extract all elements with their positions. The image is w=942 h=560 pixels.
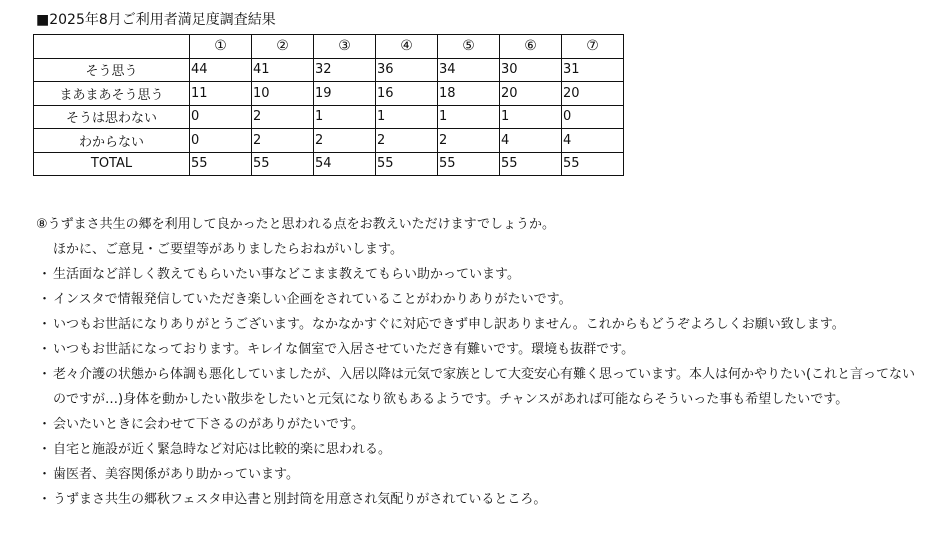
- table-cell: 1: [314, 105, 376, 129]
- table-row: [34, 82, 624, 106]
- comment-item: [36, 487, 926, 512]
- bullet-marker: ・: [38, 442, 52, 457]
- bullet-marker: ・: [38, 267, 52, 282]
- table-cell: 20: [500, 82, 562, 106]
- table-cell: 10: [252, 82, 314, 106]
- question-subtext: ほかに、ご意見・ご要望等がありましたらおねがいします。: [53, 242, 403, 257]
- column-header: ④: [376, 35, 438, 59]
- table-cell: 1: [438, 105, 500, 129]
- bullet-marker: ・: [38, 492, 52, 507]
- column-header: ①: [190, 35, 252, 59]
- table-cell: 44: [190, 58, 252, 82]
- survey-results-table: [33, 34, 624, 176]
- row-label: TOTAL: [34, 152, 190, 176]
- column-header: ⑥: [500, 35, 562, 59]
- table-cell: 1: [376, 105, 438, 129]
- comment-item: [36, 287, 926, 312]
- question-text: ⑧うずまさ共生の郷を利用して良かったと思われる点をお教えいただけますでしょうか。: [36, 217, 556, 232]
- column-header: ⑦: [562, 35, 624, 59]
- comment-text: 自宅と施設が近く緊急時など対応は比較的楽に思われる。: [53, 442, 392, 457]
- comment-text: 生活面など詳しく教えてもらいたい事などこまま教えてもらい助かっています。: [53, 267, 520, 282]
- bullet-marker: ・: [38, 317, 52, 332]
- table-cell: 20: [562, 82, 624, 106]
- table-cell: 55: [252, 152, 314, 176]
- comment-item: [36, 412, 926, 437]
- table-cell: 0: [190, 105, 252, 129]
- table-cell: 34: [438, 58, 500, 82]
- table-cell: 4: [500, 129, 562, 153]
- table-cell: 2: [252, 105, 314, 129]
- table-cell: 2: [314, 129, 376, 153]
- table-row: [34, 58, 624, 82]
- table-cell: 54: [314, 152, 376, 176]
- table-cell: 0: [562, 105, 624, 129]
- table-cell: 18: [438, 82, 500, 106]
- table-cell: 0: [190, 129, 252, 153]
- bullet-marker: ・: [38, 467, 52, 482]
- table-cell: 55: [438, 152, 500, 176]
- comment-text: いつもお世話になりありがとうございます。なかなかすぐに対応できず申し訳ありません。これからもどうぞよろしくお願い致します。: [53, 317, 845, 332]
- comment-text: 老々介護の状態から体調も悪化していましたが、入居以降は元気で家族として大変安心有難く思っています。本人は何かやりたい(これと言ってないのですが…)身体を動かしたい散歩をしたいと元気になり欲もあるようです。チャンスがあれば可能ならそういった事も希望したいです。: [53, 367, 916, 407]
- row-label: まあまあそう思う: [34, 82, 190, 106]
- comment-item: [36, 312, 926, 337]
- comment-item: [36, 337, 926, 362]
- comment-text: いつもお世話になっております。キレイな個室で入居させていただき有難いです。環境も抜群です。: [53, 342, 635, 357]
- bullet-marker: ・: [38, 342, 52, 357]
- comment-item: [36, 462, 926, 487]
- comment-text: うずまさ共生の郷秋フェスタ申込書と別封筒を用意され気配りがされているところ。: [53, 492, 547, 507]
- table-row: [34, 129, 624, 153]
- table-cell: 16: [376, 82, 438, 106]
- table-cell: 11: [190, 82, 252, 106]
- comments-section: [36, 212, 926, 512]
- column-header: ③: [314, 35, 376, 59]
- bullet-marker: ・: [38, 367, 52, 382]
- row-label: そう思う: [34, 58, 190, 82]
- table-cell: 2: [438, 129, 500, 153]
- row-label: わからない: [34, 129, 190, 153]
- comment-item: [36, 437, 926, 462]
- table-cell: 55: [562, 152, 624, 176]
- row-label: そうは思わない: [34, 105, 190, 129]
- table-total-row: [34, 152, 624, 176]
- table-header-row: [34, 35, 624, 59]
- table-cell: 2: [252, 129, 314, 153]
- table-cell: 36: [376, 58, 438, 82]
- column-header: ⑤: [438, 35, 500, 59]
- table-cell: 55: [376, 152, 438, 176]
- comment-item: [36, 262, 926, 287]
- table-cell: 31: [562, 58, 624, 82]
- table-cell: 19: [314, 82, 376, 106]
- table-cell: 55: [190, 152, 252, 176]
- bullet-marker: ・: [38, 417, 52, 432]
- column-header: ②: [252, 35, 314, 59]
- table-cell: 30: [500, 58, 562, 82]
- table-cell: 1: [500, 105, 562, 129]
- table-cell: 55: [500, 152, 562, 176]
- table-cell: 32: [314, 58, 376, 82]
- table-row: [34, 105, 624, 129]
- bullet-marker: ・: [38, 292, 52, 307]
- report-title: ■2025年8月ご利用者満足度調査結果: [36, 12, 276, 28]
- table-cell: 2: [376, 129, 438, 153]
- comment-text: 会いたいときに会わせて下さるのがありがたいです。: [53, 417, 364, 432]
- comment-item: [36, 362, 926, 412]
- table-cell: 41: [252, 58, 314, 82]
- table-corner-cell: [34, 35, 190, 59]
- table-cell: 4: [562, 129, 624, 153]
- comment-text: インスタで情報発信していただき楽しい企画をされていることがわかりありがたいです。: [53, 292, 572, 307]
- comment-text: 歯医者、美容関係があり助かっています。: [53, 467, 299, 482]
